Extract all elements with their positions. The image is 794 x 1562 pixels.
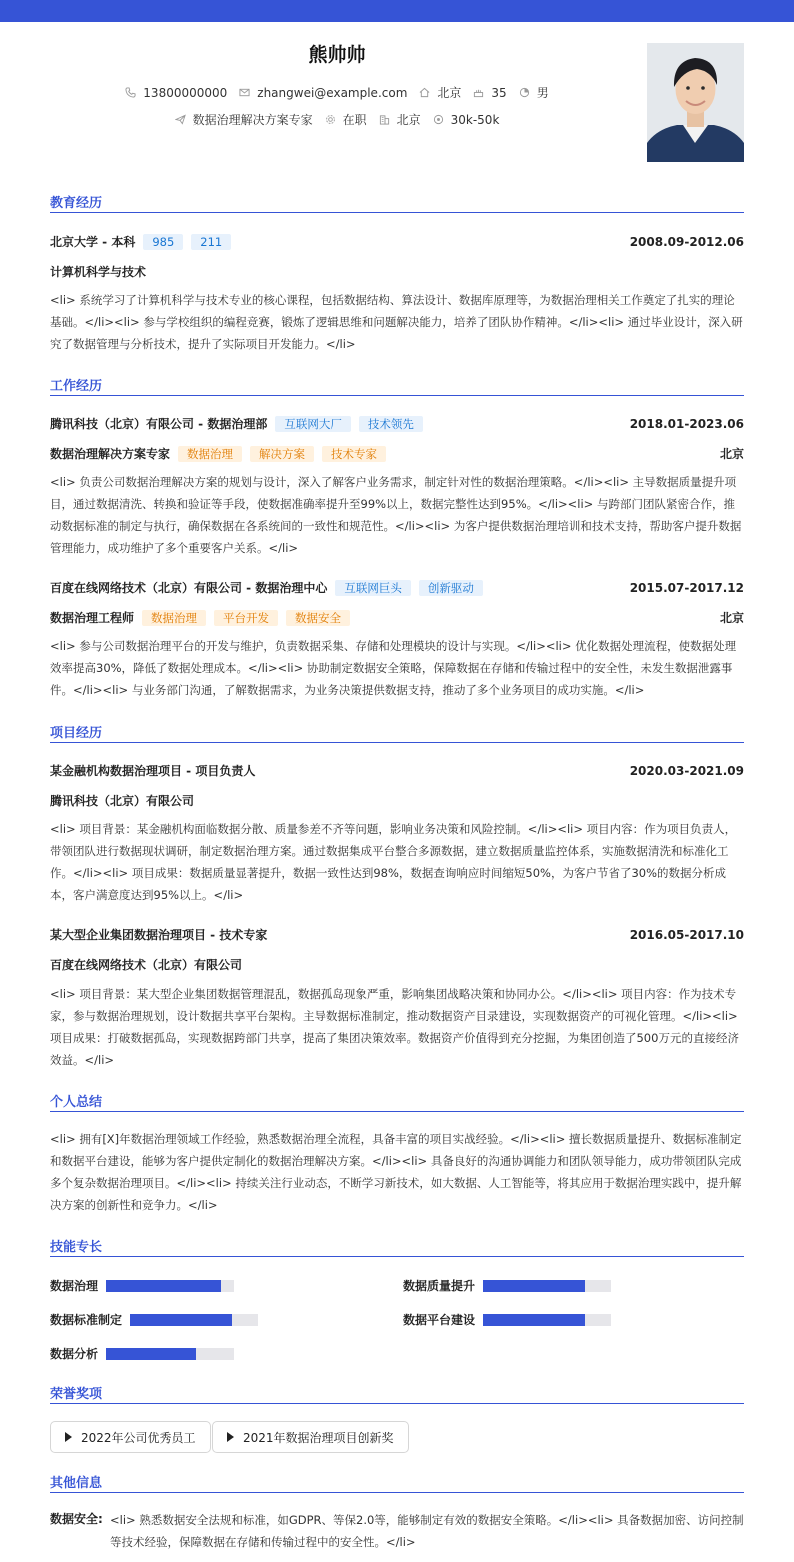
section-title-education: 教育经历: [50, 192, 744, 213]
gear-icon: [325, 114, 336, 125]
section-title-summary: 个人总结: [50, 1091, 744, 1112]
work-position-row: [50, 445, 744, 462]
skill-bar-fill: [130, 1314, 232, 1326]
award-name: 2022年公司优秀员工: [81, 1430, 196, 1445]
education-period: 2008.09-2012.06: [629, 234, 744, 249]
location-info: [419, 84, 461, 101]
job-target-info: [175, 111, 313, 128]
project-period: 2020.03-2021.09: [629, 763, 744, 778]
project-header: [50, 762, 744, 779]
skill-item: [50, 1277, 234, 1294]
phone-icon: [125, 87, 136, 98]
location: 北京: [437, 86, 462, 100]
work-company-row: [50, 579, 744, 596]
major: 计算机科学与技术: [50, 265, 147, 279]
project-title: 某金融机构数据治理项目 - 项目负责人: [50, 764, 256, 778]
position-title: 数据治理解决方案专家: [50, 447, 171, 461]
age: 35: [491, 85, 507, 100]
other-label: 数据安全:: [50, 1512, 103, 1526]
expected-salary: 30k-50k: [450, 112, 500, 127]
skill-bar: [483, 1314, 611, 1326]
company-tag: 创新驱动: [419, 580, 483, 596]
phone-number: 13800000000: [143, 85, 228, 100]
award-item: [50, 1421, 211, 1453]
send-icon: [175, 114, 186, 125]
candidate-name: 熊帅帅: [308, 44, 366, 66]
skill-item: [403, 1277, 611, 1294]
project-description: <li> 项目背景：某大型企业集团数据管理混乱，数据孤岛现象严重，影响集团战略决策和协同办公。</li><li> 项目内容：作为技术专家，参与数据治理规划，设计数据共享平台架构。主导数据标准制定，推动数据资产目录建设，实现数据资产的可视化管理。</li><li> 项目成果：打破数据孤岛，实现数据跨部门共享，提高了集团决策效率。数据资产价值得到充分挖掘，为集团创造了500万元的直接经济效益。</li>: [50, 987, 739, 1067]
school-tag: 985: [143, 234, 183, 250]
position-tag: 平台开发: [214, 610, 278, 626]
section-title-projects: 项目经历: [50, 722, 744, 743]
gender: 男: [536, 86, 549, 100]
education-header: [50, 233, 744, 250]
position-tag: 技术专家: [322, 446, 386, 462]
skill-item: [50, 1311, 258, 1328]
profile-photo: [647, 43, 744, 162]
skill-item: [403, 1311, 611, 1328]
target-city-info: [379, 111, 421, 128]
work-period: 2018.01-2023.06: [629, 416, 744, 431]
status-info: [325, 111, 367, 128]
job-intent-row: [0, 111, 674, 128]
skill-name: 数据平台建设: [403, 1313, 476, 1327]
home-icon: [419, 87, 430, 98]
skill-name: 数据治理: [50, 1279, 99, 1293]
work-city: 北京: [719, 447, 744, 461]
skill-name: 数据标准制定: [50, 1313, 123, 1327]
skill-bar-fill: [483, 1314, 585, 1326]
project-header: [50, 926, 744, 943]
position-tag: 数据治理: [142, 610, 206, 626]
award-name: 2021年数据治理项目创新奖: [243, 1430, 394, 1445]
company-tag: 技术领先: [359, 416, 423, 432]
project-company-row: [50, 792, 744, 809]
skill-bar: [130, 1314, 258, 1326]
contact-row: [0, 84, 674, 101]
age-icon: [473, 87, 484, 98]
project-period: 2016.05-2017.10: [629, 927, 744, 942]
work-period: 2015.07-2017.12: [629, 580, 744, 595]
education-description: <li> 系统学习了计算机科学与技术专业的核心课程，包括数据结构、算法设计、数据库原理等，为数据治理相关工作奠定了扎实的理论基础。</li><li> 参与学校组织的编程竞赛，锻炼了逻辑思维和问题解决能力，培养了团队协作精神。</li><li> 通过毕业设计，深入研究了数据管理与分析技术，提升了实际项目开发能力。</li>: [50, 293, 743, 351]
work-city: 北京: [719, 611, 744, 625]
project-company: 腾讯科技（北京）有限公司: [50, 794, 195, 808]
section-title-skills: 技能专长: [50, 1236, 744, 1257]
work-position-row: [50, 609, 744, 626]
salary-info: [433, 113, 500, 127]
skill-bar-fill: [483, 1280, 585, 1292]
top-accent-bar: [0, 0, 794, 22]
skill-bar-fill: [106, 1280, 221, 1292]
work-company-row: [50, 415, 744, 432]
summary-text: <li> 拥有[X]年数据治理领域工作经验，熟悉数据治理全流程，具备丰富的项目实战经验。</li><li> 擅长数据质量提升、数据标准制定和数据平台建设，能够为客户提供定制化的数据治理解决方案。</li><li> 具备良好的沟通协调能力和团队领导能力，成功带领团队完成多个复杂数据治理项目。</li><li> 持续关注行业动态，不断学习新技术，如大数据、人工智能等，将其应用于数据治理实践中，提升解决方案的创新性和竞争力。</li>: [50, 1132, 742, 1212]
section-title-other: 其他信息: [50, 1472, 744, 1493]
position-tag: 解决方案: [250, 446, 314, 462]
target-city: 北京: [396, 113, 421, 127]
skill-bar: [106, 1280, 234, 1292]
triangle-right-icon: [227, 1432, 234, 1442]
company-tag: 互联网巨头: [335, 580, 411, 596]
work-description: <li> 参与公司数据治理平台的开发与维护，负责数据采集、存储和处理模块的设计与实现。</li><li> 优化数据处理流程，使数据处理效率提高30%，降低了数据处理成本。</li><li> 协助制定数据安全策略，保障数据在存储和传输过程中的安全性，未发生数据泄露事件。</li><li> 与业务部门沟通，了解数据需求，为业务决策提供数据支持，推动了多个业务项目的成功实施。</li>: [50, 639, 737, 697]
building-icon: [379, 114, 390, 125]
gender-icon: [519, 87, 530, 98]
project-company: 百度在线网络技术（北京）有限公司: [50, 958, 243, 972]
skill-bar-fill: [106, 1348, 196, 1360]
job-target: 数据治理解决方案专家: [192, 113, 313, 127]
skill-name: 数据分析: [50, 1347, 99, 1361]
gender-info: [519, 84, 549, 101]
employment-status: 在职: [342, 113, 367, 127]
company-tag: 互联网大厂: [275, 416, 351, 432]
school-name: 北京大学 - 本科: [50, 235, 136, 249]
position-tag: 数据治理: [178, 446, 242, 462]
target-icon: [433, 114, 444, 125]
work-description: <li> 负责公司数据治理解决方案的规划与设计，深入了解客户业务需求，制定针对性的数据治理策略。</li><li> 主导数据质量提升项目，通过数据清洗、转换和验证等手段，使数据准确率提升至99%以上，数据完整性达到95%。</li><li> 与跨部门团队紧密合作，推动数据标准的制定与执行，确保数据在各系统间的一致性和规范性。</li><li> 为客户提供数据治理培训和技术支持，帮助客户提升数据管理能力，成功维护了多个重要客户关系。</li>: [50, 475, 742, 555]
school-tag: 211: [191, 234, 231, 250]
project-description: <li> 项目背景：某金融机构面临数据分散、质量参差不齐等问题，影响业务决策和风险控制。</li><li> 项目内容：作为项目负责人，带领团队进行数据现状调研，制定数据治理方案。通过数据集成平台整合多源数据，建立数据质量监控体系，实施数据清洗和标准化工作。</li><li> 项目成果：数据质量显著提升，数据一致性达到98%，数据查询响应时间缩短50%，为客户节省了30%的数据分析成本，客户满意度达到95%以上。</li>: [50, 822, 737, 902]
skill-bar: [483, 1280, 611, 1292]
skill-item: [50, 1345, 234, 1362]
email-address: zhangwei@example.com: [257, 85, 408, 100]
mail-icon: [239, 87, 250, 98]
age-info: [473, 86, 506, 100]
skill-name: 数据质量提升: [403, 1279, 476, 1293]
company-name: 腾讯科技（北京）有限公司 - 数据治理部: [50, 417, 268, 431]
triangle-right-icon: [65, 1432, 72, 1442]
position-tag: 数据安全: [286, 610, 350, 626]
section-title-awards: 荣誉奖项: [50, 1383, 744, 1404]
education-major-row: [50, 263, 744, 280]
position-title: 数据治理工程师: [50, 611, 135, 625]
project-title: 某大型企业集团数据治理项目 - 技术专家: [50, 928, 268, 942]
section-title-work: 工作经历: [50, 375, 744, 396]
project-company-row: [50, 956, 744, 973]
email-info: [239, 86, 407, 100]
award-item: [212, 1421, 409, 1453]
company-name: 百度在线网络技术（北京）有限公司 - 数据治理中心: [50, 581, 328, 595]
other-text: <li> 熟悉数据安全法规和标准，如GDPR、等保2.0等，能够制定有效的数据安全策略。</li><li> 具备数据加密、访问控制等技术经验，保障数据在存储和传输过程中的安全性。</li>: [110, 1513, 744, 1549]
skill-bar: [106, 1348, 234, 1360]
phone-info: [125, 86, 227, 100]
